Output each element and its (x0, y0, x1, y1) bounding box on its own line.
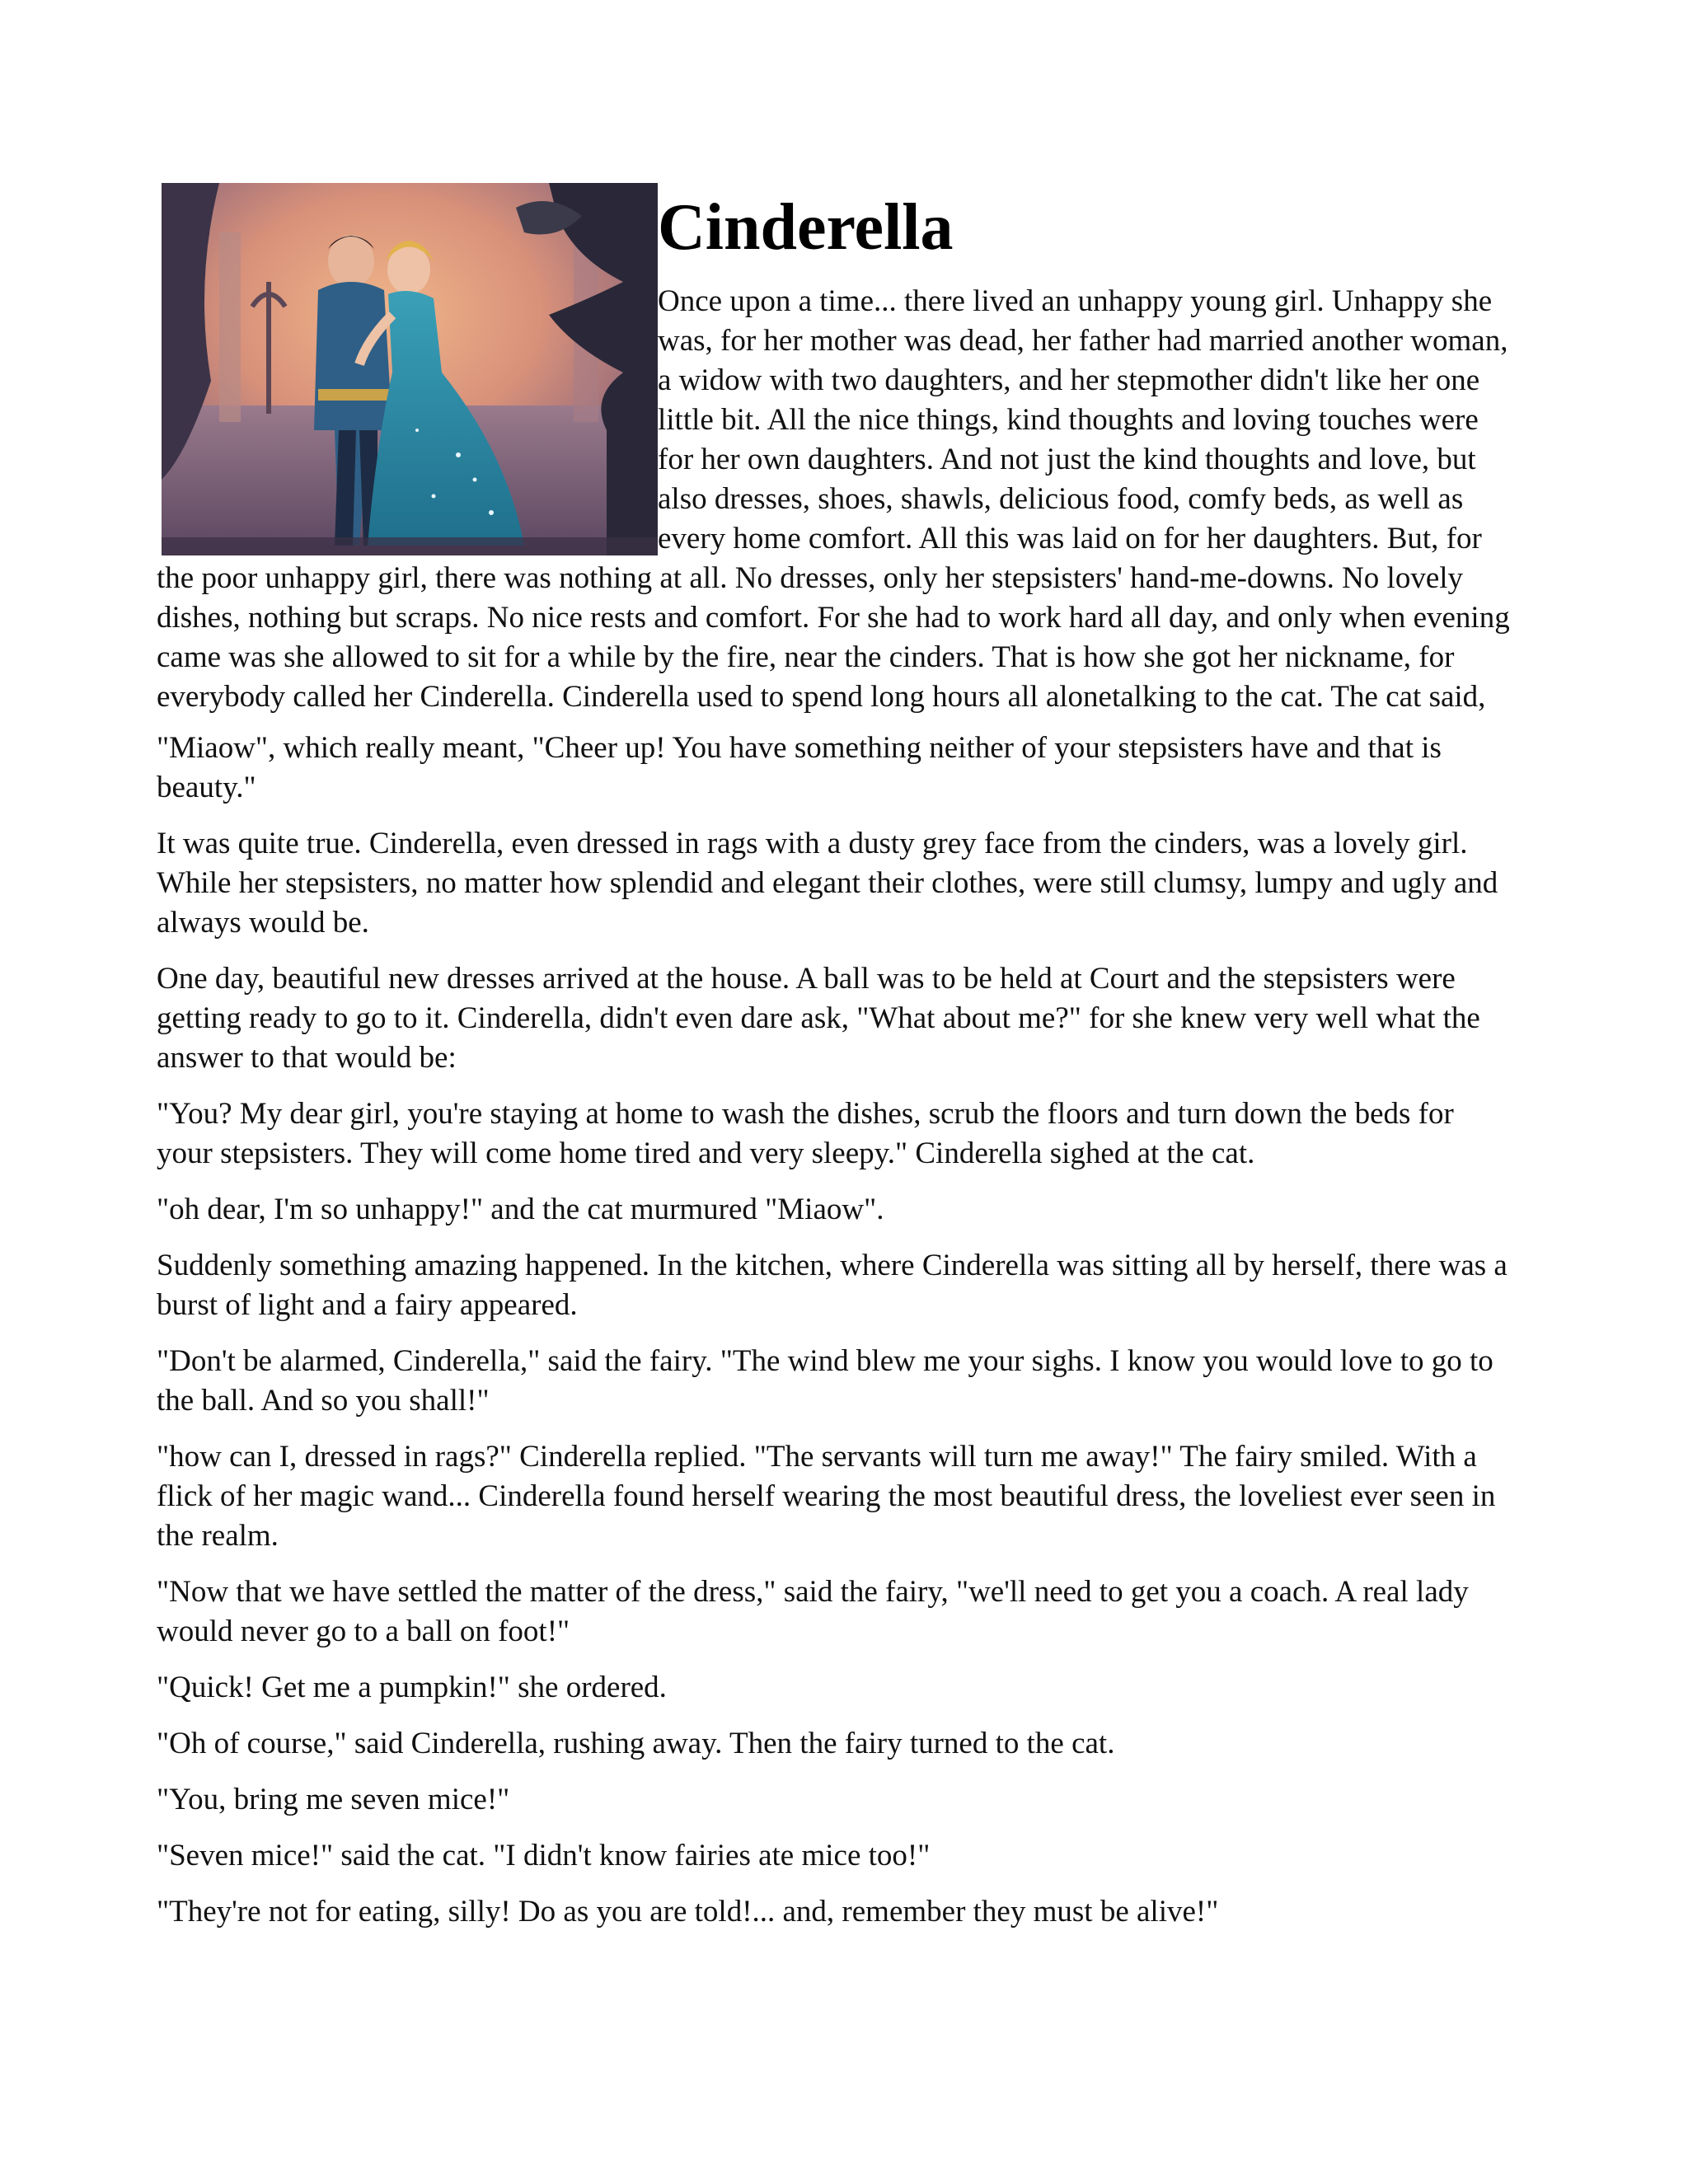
story-paragraph: Suddenly something amazing happened. In the kitchen, where Cinderella was sitting all by herself, there was a burst of light and a fairy appeared. (157, 1249, 1507, 1322)
story-paragraph: "Miaow", which really meant, "Cheer up! You have something neither of your stepsisters have and that is beauty." (157, 731, 1442, 804)
story-paragraph: "Oh of course," said Cinderella, rushing away. Then the fairy turned to the cat. (157, 1727, 1115, 1760)
story-paragraph: "Now that we have settled the matter of the dress," said the fairy, "we'll need to get you a coach. A real lady would never go to a ball on foot!" (157, 1575, 1469, 1648)
story-title: Cinderella (658, 191, 954, 264)
story-paragraph: "Seven mice!" said the cat. "I didn't know fairies ate mice too!" (157, 1839, 931, 1872)
story-paragraph: It was quite true. Cinderella, even dressed in rags with a dusty grey face from the cinders, was a lovely girl. While her stepsisters, no matter how splendid and elegant their clothes, were still clumsy, lumpy and ugly and always would be. (157, 827, 1498, 940)
story-paragraph: "Don't be alarmed, Cinderella," said the fairy. "The wind blew me your sighs. I know you would love to go to the ball. And so you shall!" (157, 1344, 1493, 1418)
document-page (157, 183, 1517, 1948)
story-paragraph: "You, bring me seven mice!" (157, 1783, 510, 1816)
cinderella-dancing-illustration (162, 183, 658, 555)
story-paragraph: One day, beautiful new dresses arrived at the house. A ball was to be held at Court and the stepsisters were getting ready to go to it. Cinderella, didn't even dare ask, "What about me?" for she knew very well what the answer to that would be: (157, 962, 1480, 1075)
story-paragraph: "You? My dear girl, you're staying at home to wash the dishes, scrub the floors and turn down the beds for your stepsisters. They will come home tired and very sleepy." Cinderella sighed at the cat. (157, 1097, 1454, 1170)
story-paragraph: Once upon a time... there lived an unhappy young girl. Unhappy she was, for her mother was dead, her father had married another woman, a widow with two daughters, and her stepmother didn't like her one little bit. All the nice things, kind thoughts and loving touches were for her own daughters. And not just the kind thoughts and love, but also dresses, shoes, shawls, delicious food, comfy beds, as well as every home comfort. All this was laid on for her daughters. But, for the poor unhappy girl, there was nothing at all. No dresses, only her stepsisters' hand-me-downs. No lovely dishes, nothing but scraps. No nice rests and comfort. For she had to work hard all day, and only when evening came was she allowed to sit for a while by the fire, near the cinders. That is how she got her nickname, for everybody called her Cinderella. Cinderella used to spend long hours all alonetalking to the cat. The cat said, (157, 284, 1510, 714)
story-paragraph: "how can I, dressed in rags?" Cinderella replied. "The servants will turn me away!" The fairy smiled. With a flick of her magic wand... Cinderella found herself wearing the most beautiful dress, the loveliest ever seen in the realm. (157, 1440, 1496, 1553)
story-paragraph: "Quick! Get me a pumpkin!" she ordered. (157, 1671, 667, 1704)
story-paragraph: "They're not for eating, silly! Do as you are told!... and, remember they must be alive!" (157, 1895, 1219, 1929)
illustration-svg (162, 183, 658, 555)
story-paragraph: "oh dear, I'm so unhappy!" and the cat murmured "Miaow". (157, 1193, 884, 1226)
